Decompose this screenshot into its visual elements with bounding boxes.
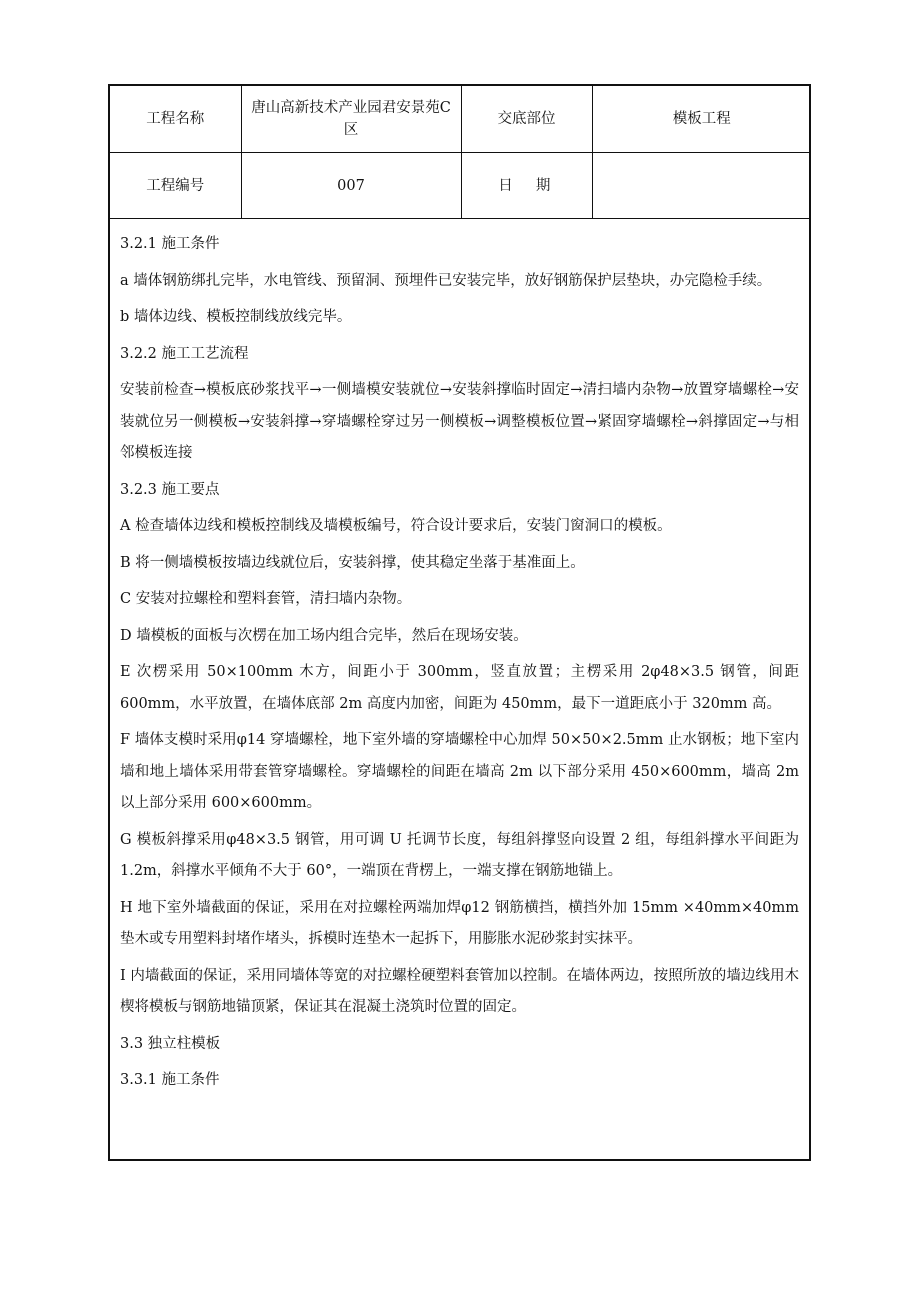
paragraph: a 墙体钢筋绑扎完毕，水电管线、预留洞、预埋件已安装完毕，放好钢筋保护层垫块，办完隐检手续。 (120, 272, 772, 289)
heading-3-2-3: 3.2.3 施工要点 (120, 481, 220, 498)
point-d: D 墙模板的面板与次楞在加工场内组合完毕，然后在现场安装。 (120, 627, 528, 644)
date-value (592, 153, 811, 219)
point-e: E 次楞采用 50×100mm 木方，间距小于 300mm，竖直放置；主楞采用 2φ48×3.5 钢管，间距 600mm，水平放置，在墙体底部 2m 高度内加密，间距为 450mm，最下一道距底小于 320mm 高。 (120, 664, 799, 712)
point-a: A 检查墙体边线和模板控制线及墙模板编号，符合设计要求后，安装门窗洞口的模板。 (120, 518, 672, 534)
heading-3-2-2: 3.2.2 施工工艺流程 (120, 345, 249, 362)
point-g: G 模板斜撑采用φ48×3.5 钢管，用可调 U 托调节长度，每组斜撑竖向设置 2 组，每组斜撑水平间距为 1.2m，斜撑水平倾角不大于 60°，一端顶在背楞上，一端支撑在钢筋地锚上。 (120, 831, 799, 879)
paragraph: b 墙体边线、模板控制线放线完毕。 (120, 309, 352, 325)
point-i: I 内墙截面的保证，采用同墙体等宽的对拉螺栓硬塑料套管加以控制。在墙体两边，按照所放的墙边线用木楔将模板与钢筋地锚顶紧，保证其在混凝土浇筑时位置的固定。 (120, 967, 799, 1015)
project-no-value: 007 (241, 153, 461, 219)
handover-part-value: 模板工程 (592, 86, 811, 153)
handover-sheet (108, 84, 811, 1161)
project-name-value: 唐山高新技术产业园君安景苑C区 (241, 86, 461, 153)
process-flow: 安装前检查→模板底砂浆找平→一侧墙模安装就位→安装斜撑临时固定→清扫墙内杂物→放置穿墙螺栓→安装就位另一侧模板→安装斜撑→穿墙螺栓穿过另一侧模板→调整模板位置→紧固穿墙螺栓→斜撑固定→与相邻模板连接 (120, 382, 799, 461)
heading-3-2-1: 3.2.1 施工条件 (120, 236, 220, 252)
point-f: F 墙体支模时采用φ14 穿墙螺栓，地下室外墙的穿墙螺栓中心加焊 50×50×2.5mm 止水钢板；地下室内墙和地上墙体采用带套管穿墙螺栓。穿墙螺栓的间距在墙高 2m 以下部分采用 450×600mm，墙高 2m 以上部分采用 600×600mm。 (120, 732, 799, 811)
heading-3-3: 3.3 独立柱模板 (120, 1035, 221, 1052)
project-no-label: 工程编号 (110, 153, 241, 219)
project-name-label: 工程名称 (110, 86, 241, 153)
date-label: 日 期 (461, 153, 592, 219)
point-b: B 将一侧墙模板按墙边线就位后，安装斜撑，使其稳定坐落于基准面上。 (120, 554, 585, 571)
header-table (110, 86, 811, 219)
point-c: C 安装对拉螺栓和塑料套管，清扫墙内杂物。 (120, 591, 412, 607)
point-h: H 地下室外墙截面的保证，采用在对拉螺栓两端加焊φ12 钢筋横挡，横挡外加 15mm ×40mm×40mm 垫木或专用塑料封堵作堵头，拆模时连垫木一起拆下，用膨胀水泥砂浆封实抹平。 (120, 899, 799, 947)
content-body (110, 219, 809, 1097)
handover-part-label: 交底部位 (461, 86, 592, 153)
heading-3-3-1: 3.3.1 施工条件 (120, 1072, 220, 1088)
